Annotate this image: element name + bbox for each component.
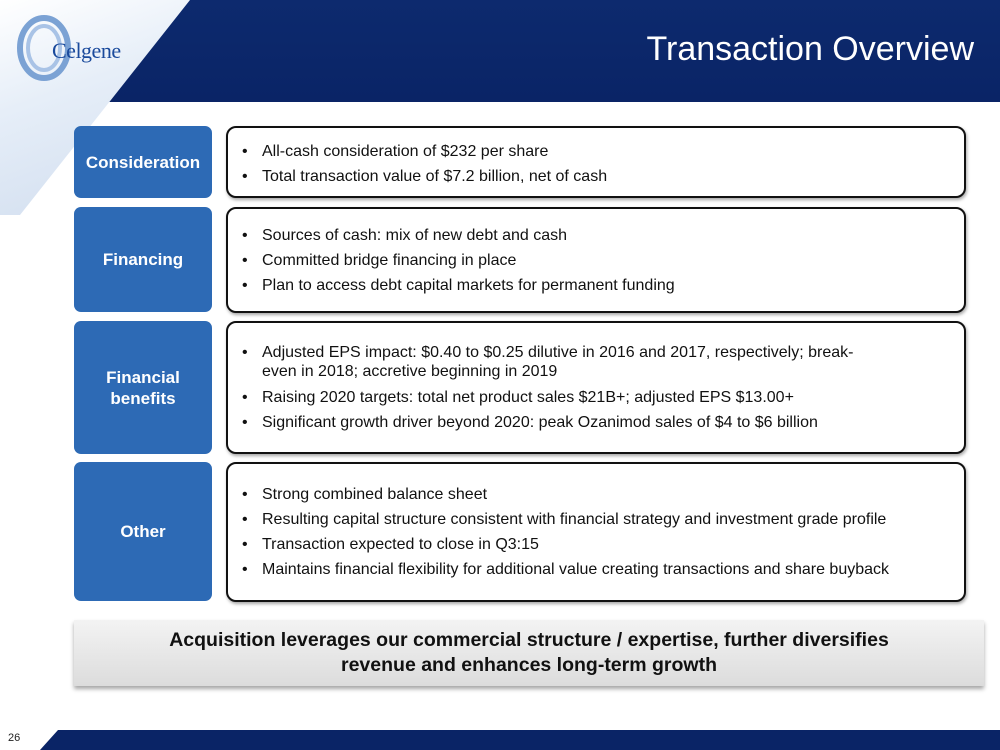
list-item: • Committed bridge financing in place — [242, 252, 517, 269]
logo-text: Celgene — [52, 38, 121, 63]
list-item: • Total transaction value of $7.2 billion, net of cash — [242, 168, 608, 185]
list-item: • Maintains financial flexibility for additional value creating transactions and share buyback — [242, 561, 890, 578]
list-item: • Transaction expected to close in Q3:15 — [242, 536, 539, 553]
content-other — [226, 462, 966, 602]
list-item: • Raising 2020 targets: total net product sales $21B+; adjusted EPS $13.00+ — [242, 389, 794, 406]
page-number: 26 — [8, 732, 21, 744]
list-item: • Resulting capital structure consistent with financial strategy and investment grade profile — [242, 511, 887, 528]
list-item: • Strong combined balance sheet — [242, 486, 488, 503]
list-item: • Sources of cash: mix of new debt and cash — [242, 227, 568, 244]
label-financial-benefits — [74, 321, 212, 454]
label-financing — [74, 207, 212, 312]
footer-bar — [40, 730, 1000, 750]
label-consideration — [74, 126, 212, 198]
content-consideration — [226, 126, 966, 198]
list-item: • Significant growth driver beyond 2020: peak Ozanimod sales of $4 to $6 billion — [242, 414, 818, 431]
page-title: Transaction Overview — [646, 30, 974, 68]
section-other — [74, 462, 984, 602]
list-item: • All-cash consideration of $232 per share — [242, 143, 549, 160]
section-financing — [74, 207, 984, 312]
content-financing — [226, 207, 966, 313]
conclusion-line2: revenue and enhances long-term growth — [341, 654, 717, 676]
celgene-logo — [14, 10, 124, 86]
list-item: • Adjusted EPS impact: $0.40 to $0.25 dilutive in 2016 and 2017, respectively; break-even in 2018; accretive beginning in 2019 — [242, 344, 854, 380]
label-text: Consideration — [85, 152, 201, 172]
content-financial-benefits — [226, 321, 966, 454]
label-text-line1: Financial — [106, 367, 180, 387]
section-financial-benefits — [74, 321, 984, 454]
label-other — [74, 462, 212, 601]
list-item: • Plan to access debt capital markets for permanent funding — [242, 277, 675, 294]
conclusion-line1: Acquisition leverages our commercial structure / expertise, further diversifies — [169, 629, 889, 651]
label-text: Financing — [102, 250, 184, 269]
label-text: Other — [120, 522, 166, 541]
section-consideration — [74, 126, 984, 198]
conclusion-banner — [74, 620, 984, 686]
label-text-line2: benefits — [110, 388, 176, 408]
